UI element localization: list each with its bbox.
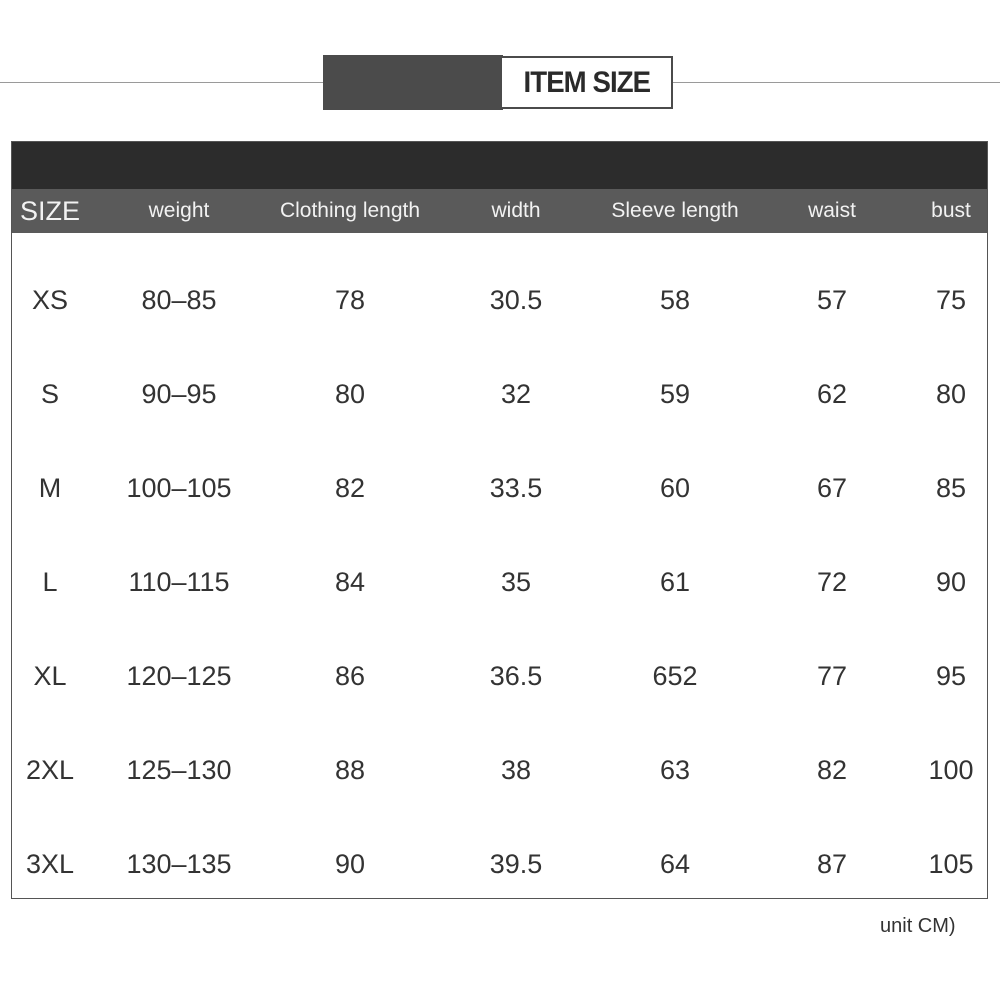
- table-row: [12, 723, 987, 817]
- waist-cell: 82: [816, 754, 848, 785]
- sleeve-length-cell: 64: [659, 848, 691, 879]
- width-cell: 38: [500, 754, 532, 785]
- table-top-band: [12, 142, 987, 190]
- size-cell: XS: [31, 284, 69, 315]
- bust-cell: 95: [935, 660, 967, 691]
- size-cell: L: [42, 566, 58, 597]
- weight-cell: 90–95: [141, 378, 217, 409]
- weight-cell: 110–115: [128, 566, 230, 597]
- bust-cell: 80: [935, 378, 967, 409]
- bust-cell: 85: [935, 472, 967, 503]
- table-row: [12, 535, 987, 629]
- bust-cell: 75: [935, 284, 967, 315]
- size-cell: S: [40, 378, 59, 409]
- sleeve-length-cell: 63: [659, 754, 691, 785]
- sleeve-length-cell: 59: [659, 378, 691, 409]
- size-table: [11, 141, 988, 899]
- clothing-length-cell: 80: [334, 378, 366, 409]
- clothing-length-cell: 78: [334, 284, 366, 315]
- table-row: [12, 629, 987, 723]
- width-cell: 30.5: [489, 284, 543, 315]
- header-sleeve-length: Sleeve length: [611, 199, 739, 222]
- waist-cell: 62: [816, 378, 848, 409]
- table-row: [12, 253, 987, 347]
- waist-cell: 72: [816, 566, 848, 597]
- header-width: width: [491, 199, 541, 222]
- clothing-length-cell: 88: [334, 754, 366, 785]
- weight-cell: 120–125: [126, 660, 232, 691]
- bust-cell: 90: [935, 566, 967, 597]
- size-cell: M: [38, 472, 62, 503]
- header-bust: bust: [931, 199, 971, 222]
- weight-cell: 125–130: [126, 754, 232, 785]
- clothing-length-cell: 86: [334, 660, 366, 691]
- width-cell: 35: [500, 566, 532, 597]
- table-header-row: [12, 189, 987, 233]
- size-cell: 2XL: [25, 754, 75, 785]
- clothing-length-cell: 90: [334, 848, 366, 879]
- waist-cell: 57: [816, 284, 848, 315]
- bust-cell: 100: [928, 754, 974, 785]
- sleeve-length-cell: 58: [659, 284, 691, 315]
- waist-cell: 77: [816, 660, 848, 691]
- unit-note: unit CM): [880, 915, 956, 937]
- bust-cell: 105: [928, 848, 974, 879]
- title-box: [500, 56, 673, 109]
- header-waist: waist: [808, 199, 856, 222]
- size-cell: 3XL: [25, 848, 75, 879]
- width-cell: 36.5: [489, 660, 543, 691]
- sleeve-length-cell: 61: [659, 566, 691, 597]
- title-accent-block: [323, 55, 503, 110]
- header-clothing-length: Clothing length: [279, 199, 421, 222]
- weight-cell: 80–85: [141, 284, 217, 315]
- table-row: [12, 817, 987, 911]
- header-size: SIZE: [19, 195, 80, 226]
- weight-cell: 100–105: [126, 472, 232, 503]
- clothing-length-cell: 82: [334, 472, 366, 503]
- page-title: ITEM SIZE: [523, 65, 650, 99]
- width-cell: 39.5: [489, 848, 543, 879]
- sleeve-length-cell: 652: [652, 660, 698, 691]
- size-cell: XL: [33, 660, 67, 691]
- waist-cell: 67: [816, 472, 848, 503]
- table-row: [12, 347, 987, 441]
- width-cell: 32: [500, 378, 532, 409]
- header-weight: weight: [148, 199, 210, 222]
- sleeve-length-cell: 60: [659, 472, 691, 503]
- clothing-length-cell: 84: [334, 566, 366, 597]
- table-row: [12, 441, 987, 535]
- waist-cell: 87: [816, 848, 848, 879]
- weight-cell: 130–135: [126, 848, 232, 879]
- width-cell: 33.5: [489, 472, 543, 503]
